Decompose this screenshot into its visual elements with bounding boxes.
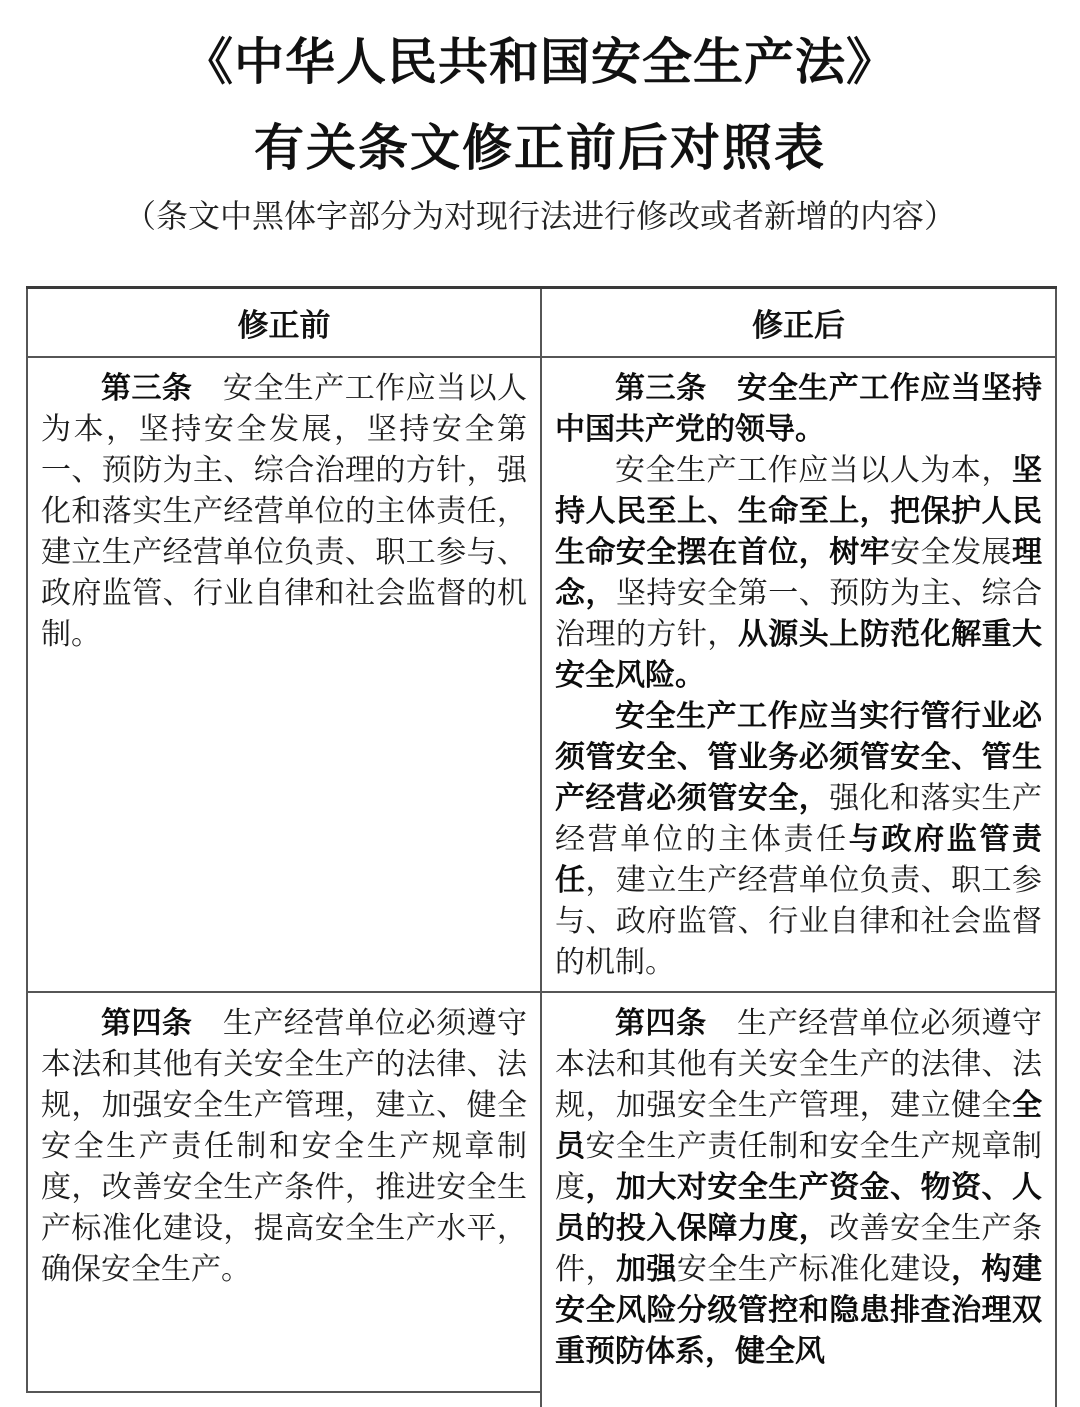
original-text-run: 安全生产责任制和安全生产规章制度 [555, 1130, 1043, 1204]
amended-text-run: 全员 [555, 1089, 1042, 1163]
document-subtitle-note: （条文中黑体字部分为对现行法进行修改或者新增的内容） [123, 198, 956, 234]
header-cell-after-revision: 修正后 [540, 289, 1057, 358]
document-title-line-1: 《中华人民共和国安全生产法》 [183, 34, 897, 90]
law-paragraph [555, 696, 1042, 983]
amended-text-run: 第四条 [615, 1007, 707, 1040]
comparison-table [26, 286, 1057, 1407]
original-text-run: 安全生产工作应当以人为本， [615, 454, 1012, 487]
table-header-row [26, 289, 1057, 358]
law-paragraph [555, 368, 1042, 450]
amended-text-run: 坚持人民至上、生命至上，把保护人民生命安全摆在首位，树牢 [555, 454, 1042, 569]
amended-text-run: ，加大对安全生产资金、物资、人员的投入保障力度， [555, 1171, 1043, 1245]
amended-text-run: 与政府监管责任 [555, 823, 1043, 897]
amended-text-run: 加强 [615, 1253, 677, 1286]
original-text-run: 坚持安全第一、预防为主、综合治理的方针， [555, 577, 1043, 651]
original-text-run: 强化和落实生产经营单位的主体责任 [555, 782, 1043, 856]
amended-text-run: 第三条 [101, 372, 193, 405]
original-text-run: 安全发展 [890, 536, 1013, 569]
table-row-article-3 [26, 358, 1057, 993]
article-4-before-cell [26, 993, 540, 1393]
amended-text-run: 从源头上防范化解重大安全风险。 [555, 618, 1043, 692]
original-text-run: 改善安全生产条件， [555, 1212, 1043, 1286]
original-text-run: ，建立生产经营单位负责、职工参与、政府监管、行业自律和社会监督的机制。 [555, 864, 1043, 979]
document-title-line-2: 有关条文修正前后对照表 [254, 120, 826, 176]
original-text-run: 生产经营单位必须遵守本法和其他有关安全生产的法律、法规，加强安全生产管理，建立、健全安全生产责任制和安全生产规章制度，改善安全生产条件，推进安全生产标准化建设，提高安全生产水平，确保安全生产。 [41, 1007, 528, 1286]
amended-text-run: 理念， [555, 536, 1043, 610]
original-text-run: 安全生产标准化建设 [676, 1253, 952, 1286]
amended-text-run: 第四条 [101, 1007, 193, 1040]
article-3-before-cell [26, 358, 540, 993]
original-text-run: 安全生产工作应当以人为本，坚持安全发展，坚持安全第一、预防为主、综合治理的方针，强化和落实生产经营单位的主体责任，建立生产经营单位负责、职工参与、政府监管、行业自律和社会监督的机制。 [41, 372, 528, 651]
original-text-run: 生产经营单位必须遵守本法和其他有关安全生产的法律、法规，加强安全生产管理，建立健全 [555, 1007, 1043, 1122]
article-3-after-cell [540, 358, 1057, 993]
header-cell-before-revision: 修正前 [26, 289, 540, 358]
law-paragraph [555, 1003, 1042, 1372]
law-paragraph [41, 1003, 527, 1290]
law-paragraph [41, 368, 527, 655]
amended-text-run: 第三条 安全生产工作应当坚持中国共产党的领导。 [555, 372, 1042, 446]
law-paragraph [555, 450, 1042, 696]
amended-text-run: ，构建安全风险分级管控和隐患排查治理双重预防体系，健全风 [555, 1253, 1043, 1368]
amended-text-run: 安全生产工作应当实行管行业必须管安全、管业务必须管安全、管生产经营必须管安全， [555, 700, 1042, 815]
article-4-after-cell [540, 993, 1057, 1407]
table-row-article-4 [26, 993, 1057, 1407]
